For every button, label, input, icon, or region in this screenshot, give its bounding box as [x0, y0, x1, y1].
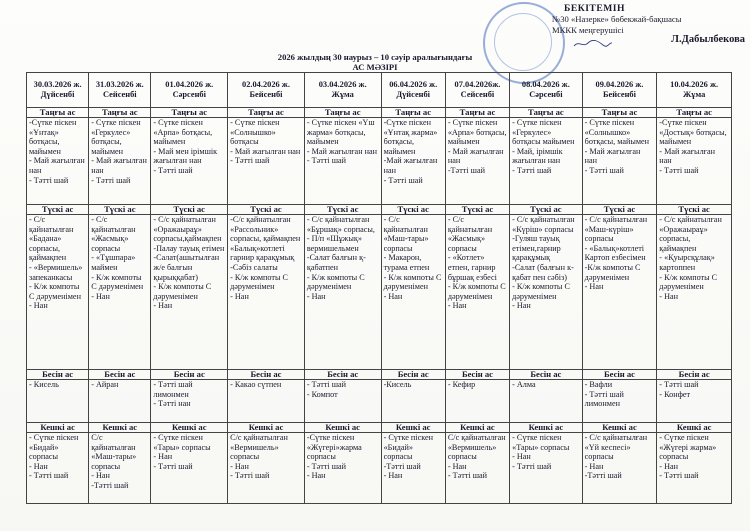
menu-cell: - С/с қайнатылған «Жасмық» сорпасы - «Котлет» етпен, гарнир бұршақ езбесі - К/ж компоты С дәруменімен - Нан: [445, 215, 509, 370]
menu-cell: - Сүтке піскен «Тары» сорпасы - Нан - Тәтті шай: [151, 433, 228, 504]
menu-cell: - С/с қайнатылған «Бұршақ» сорпасы, - П/п «Шұжық» вермишельмен -Салат балғын қ-қабатпен - К/ж компоты С дәруменімен - Нан: [304, 215, 381, 370]
approval-line-2: №30 «Назерке» бөбекжай-бақшасы: [552, 14, 682, 25]
meal-label: Таңғы ас: [304, 108, 381, 118]
day-header: [151, 73, 228, 108]
menu-cell: - Сүтке піскен «Геркулес» ботқасы майымен - Май, ірімшік жағылған нан - Тәтті шай: [510, 118, 583, 205]
approval-block: [522, 4, 747, 46]
menu-cell: -Сүтке піскен «Жүгері»жарма сорпасы - Тәтті шай - Нан: [304, 433, 381, 504]
day-header: [445, 73, 509, 108]
day-header: [304, 73, 381, 108]
meal-label: Кешкі ас: [582, 423, 657, 433]
day-date: 06.04.2026 ж.: [389, 80, 438, 90]
menu-cell: - С/с қайнатылған «Оражаыраұ» сорпасы, қаймақпен - «Қуырсқұлақ» картоппен - К/ж компоты С дәруменімен - Нан: [657, 215, 732, 370]
day-header: [228, 73, 305, 108]
menu-cell: - С/с қайнатылған «Жасмық» сорпасы - «Тұшпара» маймен - К/ж компоты С дәруменімен - Нан: [89, 215, 151, 370]
meal-label: Түскі ас: [510, 205, 583, 215]
day-date: 30.03.2026 ж.: [33, 80, 82, 90]
day-date: 02.04.2026 ж.: [242, 80, 290, 90]
menu-cell: - Кефир: [445, 380, 509, 423]
menu-cell: - Сүтке піскен «Геркулес» ботқасы, майымен - Май жағылған нан - Тәтті шай: [89, 118, 151, 205]
menu-cell: - С/с қайнатылған «Күріш» сорпасы -Гуляш тауық етімен,гарнир қарақұмық -Салат (балғын к-қабат пен сәбіз) - К/ж компоты С дәруменімен - Нан: [510, 215, 583, 370]
meal-label: Таңғы ас: [510, 108, 583, 118]
day-name: Дүйсенбі: [396, 90, 431, 99]
meal-label: Таңғы ас: [445, 108, 509, 118]
menu-cell: - С/с қайнатылған «Оражаыраұ» сорпасы,қаймақпен -Палау тауық етімен -Салат(ашытылған ж/е балғын қырыққабат) - К/ж компоты С дәруменімен - Нан: [151, 215, 228, 370]
meal-label: Бесін ас: [151, 370, 228, 380]
menu-cell: - Сүтке піскен «Солнышко» ботқасы, майымен - Май жағылған нан - Тәтті шай: [582, 118, 657, 205]
meal-label: Түскі ас: [151, 205, 228, 215]
menu-cell: -С/с қайнатылған «Рассольник» сорпасы, қаймақпен «Балық»котлеті гарнир қарақұмық -Сәбіз салаты - К/ж компоты С дәруменімен - Нан: [228, 215, 305, 370]
meal-label: Таңғы ас: [27, 108, 89, 118]
meal-label: Бесін ас: [304, 370, 381, 380]
menu-cell: - Сүтке піскен «Тары» сорпасы - Нан - Тәтті шай: [510, 433, 583, 504]
menu-cell: -Сүтке піскен «Ұнтақ» ботқасы, майымен - Май жағылған нан - Тәтті шай: [27, 118, 89, 205]
day-header: [582, 73, 657, 108]
menu-cell: -Сүтке піскен «Ұнтақ жарма» ботқасы, майымен -Май жағылған нан - Тәтті шай: [381, 118, 445, 205]
menu-cell: С/с қайнатылған «Вермишель» сорпасы - Нан - Тәтті шай: [228, 433, 305, 504]
meal-label: Таңғы ас: [89, 108, 151, 118]
meal-label: Кешкі ас: [445, 423, 509, 433]
menu-cell: - Сүтке піскен «Бидай» сорпасы - Нан - Тәтті шай: [27, 433, 89, 504]
meal-label: Бесін ас: [657, 370, 732, 380]
menu-cell: - Тәтті шай лимонмен - Тәтті нан: [151, 380, 228, 423]
meal-label: Түскі ас: [381, 205, 445, 215]
meal-label: Кешкі ас: [381, 423, 445, 433]
menu-cell: - Какао сүтпен: [228, 380, 305, 423]
meal-label: Таңғы ас: [228, 108, 305, 118]
meal-items-row: [27, 118, 732, 205]
day-date: 08.04.2026 ж.: [521, 80, 570, 90]
meal-label: Таңғы ас: [657, 108, 732, 118]
meal-items-row: [27, 380, 732, 423]
day-date: 31.03.2026 ж.: [95, 80, 144, 90]
menu-cell: - С/с қайнатылған «Бадана» сорпасы, қаймақпен - «Вермишель» запеканкасы - К/ж компоты С дәруменімен - Нан: [27, 215, 89, 370]
menu-cell: -Кисель: [381, 380, 445, 423]
menu-cell: - Тәтті шай - Компот: [304, 380, 381, 423]
day-name: Жұма: [331, 90, 354, 99]
day-header: [89, 73, 151, 108]
meal-label-row: [27, 370, 732, 380]
day-name: Сейсенбі: [460, 90, 495, 99]
menu-cell: -Сүтке піскен «Достық» ботқасы, майымен - Май жағылған нан - Тәтті шай: [657, 118, 732, 205]
meal-label: Кешкі ас: [27, 423, 89, 433]
day-name: Сейсенбі: [103, 90, 137, 99]
day-header: [510, 73, 583, 108]
meal-label: Түскі ас: [228, 205, 305, 215]
meal-label: Кешкі ас: [151, 423, 228, 433]
meal-label: Түскі ас: [89, 205, 151, 215]
meal-label: Түскі ас: [304, 205, 381, 215]
day-name: Бейсенбі: [602, 90, 636, 99]
meal-label: Бесін ас: [510, 370, 583, 380]
menu-cell: - Вафли - Тәтті шай лимонмен: [582, 380, 657, 423]
meal-label: Кешкі ас: [657, 423, 732, 433]
menu-cell: - Сүтке піскен «Арпа» ботқасы, майымен - Май мен ірімшік жағылған нан - Тәтті шай: [151, 118, 228, 205]
menu-cell: - Айран: [89, 380, 151, 423]
document-title: [250, 52, 500, 72]
meal-label: Түскі ас: [445, 205, 509, 215]
menu-cell: С/с қайнатылған «Маш-тары» сорпасы - Нан -Тәтті шай: [89, 433, 151, 504]
menu-table: [26, 72, 732, 504]
menu-cell: - Алма: [510, 380, 583, 423]
meal-label: Бесін ас: [228, 370, 305, 380]
meal-label: Түскі ас: [657, 205, 732, 215]
title-line-2: АС МӘЗІРІ: [352, 62, 398, 72]
title-line-1: 2026 жылдың 30 наурыз – 10 сәуір аралығындағы: [277, 52, 473, 62]
menu-cell: - Тәтті шай - Конфет: [657, 380, 732, 423]
menu-cell: - Сүтке піскен «Жүгері жарма» сорпасы - Нан - Тәтті шай: [657, 433, 732, 504]
meal-label: Бесін ас: [381, 370, 445, 380]
menu-cell: - Кисель: [27, 380, 89, 423]
menu-cell: - Сүтке піскен «Бидай» сорпасы -Тәтті шай - Нан: [381, 433, 445, 504]
approval-line-3: МККК меңгерушісі: [552, 24, 624, 35]
meal-label: Бесін ас: [582, 370, 657, 380]
meal-label: Кешкі ас: [228, 423, 305, 433]
meal-label: Түскі ас: [27, 205, 89, 215]
day-name: Сәрсенбі: [529, 90, 563, 99]
meal-label: Кешкі ас: [89, 423, 151, 433]
meal-label-row: [27, 423, 732, 433]
day-date: 03.04.2026 ж.: [318, 80, 367, 90]
menu-cell: - Сүтке піскен «Солнышко» ботқасы - Май жағылған нан - Тәтті шай: [228, 118, 305, 205]
meal-label: Таңғы ас: [151, 108, 228, 118]
meal-label: Кешкі ас: [510, 423, 583, 433]
meal-items-row: [27, 215, 732, 370]
header-row: [27, 73, 732, 108]
day-date: 09.04.2026 ж.: [595, 80, 644, 90]
day-header: [657, 73, 732, 108]
day-date: 10.04.2026 ж.: [670, 80, 719, 90]
menu-cell: - Сүтке піскен «Үш жарма» ботқасы, майымен - Май жағылған нан - Тәтті шай: [304, 118, 381, 205]
meal-label-row: [27, 108, 732, 118]
day-name: Бейсенбі: [249, 90, 283, 99]
menu-cell: С/с қайнатылған «Вермишель» сорпасы - Нан - Тәтті шай: [445, 433, 509, 504]
day-date: 07.04.2026ж.: [454, 80, 501, 90]
day-name: Жұма: [682, 90, 706, 99]
approval-line-4: Л.Дабылбекова: [671, 34, 745, 46]
meal-label: Таңғы ас: [582, 108, 657, 118]
meal-label: Бесін ас: [89, 370, 151, 380]
meal-items-row: [27, 433, 732, 504]
meal-label-row: [27, 205, 732, 215]
signature-icon: [573, 40, 613, 48]
day-header: [27, 73, 89, 108]
meal-label: Бесін ас: [445, 370, 509, 380]
meal-label: Бесін ас: [27, 370, 89, 380]
day-header: [381, 73, 445, 108]
menu-cell: - С/с қайнатылған «Үй кеспесі» сорпасы - Нан -Тәтті шай: [582, 433, 657, 504]
menu-cell: - С/с қайнатылған «Маш-тары» сорпасы - Макарон, турама етпен - К/ж компоты С дәруменімен - Нан: [381, 215, 445, 370]
meal-label: Түскі ас: [582, 205, 657, 215]
meal-label: Кешкі ас: [304, 423, 381, 433]
day-name: Дүйсенбі: [40, 90, 75, 99]
day-name: Сәрсенбі: [172, 90, 206, 99]
day-date: 01.04.2026 ж.: [165, 80, 214, 90]
menu-cell: - Сүтке піскен «Арпа» ботқасы, майымен - Май жағылған нан -Тәтті шай: [445, 118, 509, 205]
approval-line-1: БЕКІТЕМІН: [564, 3, 625, 14]
meal-label: Таңғы ас: [381, 108, 445, 118]
menu-cell: - С/с қайнатылған «Маш-күріш» сорпасы - «Балық»котлеті Картоп езбесімен -К/ж компоты С дәруменімен - Нан: [582, 215, 657, 370]
